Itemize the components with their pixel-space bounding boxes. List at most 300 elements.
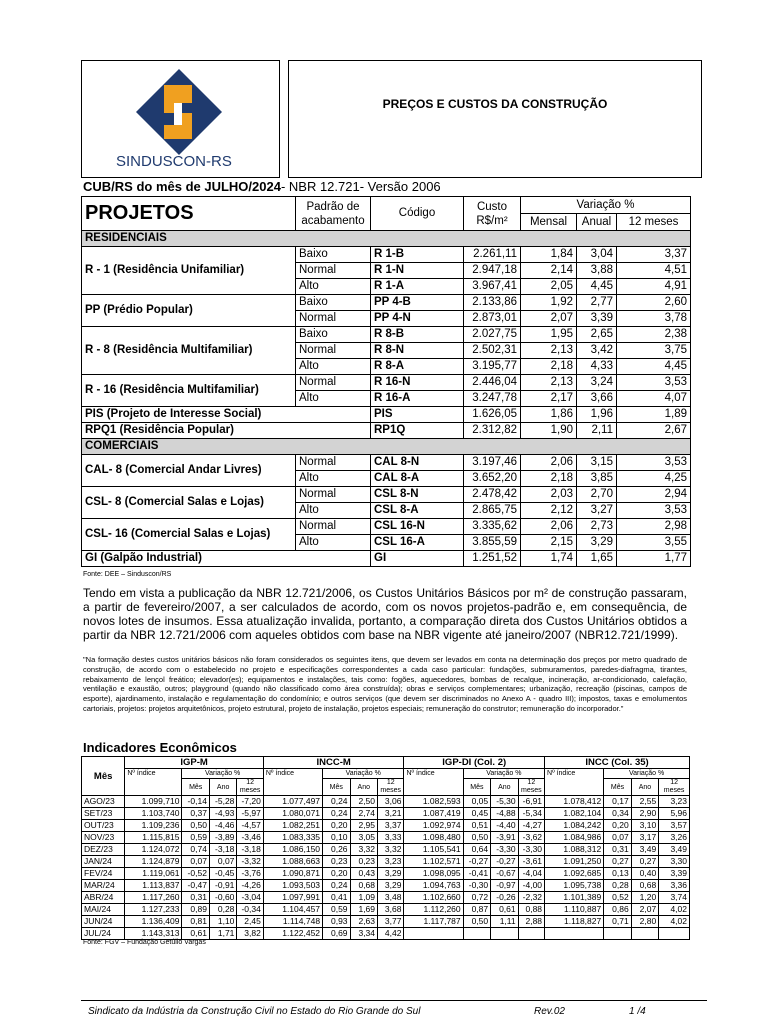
subtitle-month: CUB/RS do mês de JULHO/2024 [83, 179, 281, 194]
indicator-value: -3,18 [209, 844, 236, 856]
meses12-cell: 4,91 [617, 279, 691, 295]
mes-cell: FEV/24 [82, 868, 125, 880]
indicator-value [659, 928, 690, 940]
indicator-value: 1.117,787 [404, 916, 463, 928]
indicator-value: 0,23 [350, 856, 377, 868]
codigo-cell: R 8-A [371, 359, 464, 375]
indicator-value: 0,31 [182, 892, 209, 904]
indicator-value: 0,40 [631, 868, 658, 880]
indicator-row [82, 868, 690, 880]
mes-cell: MAR/24 [82, 880, 125, 892]
mes-cell: MAI/24 [82, 904, 125, 916]
intro-paragraph: Tendo em vista a publicação da NBR 12.721/2006, os Custos Unitários Básicos por m² de construção passaram, a partir de fevereiro/2007, a ser calculados de acordo, com os novos projetos-padrão e, em consequência, de novos lotes de insumos. Essa atualização invalida, portanto, a comparação direta dos Custos Unitários obtidos a partir da NBR 12.721/2006 com aqueles obtidos com base na NBR vigente até janeiro/2007 (NBR12.721/1999). [83, 586, 687, 642]
variacao-subheader: Variação % [604, 769, 690, 779]
indicator-value: 1.117,260 [125, 892, 182, 904]
section-row [82, 439, 691, 455]
indicator-value: 1.118,827 [545, 916, 604, 928]
padrao-cell: Baixo [296, 295, 371, 311]
indicator-value: 1.136,409 [125, 916, 182, 928]
indicator-value: 1,71 [209, 928, 236, 940]
padrao-cell: Normal [296, 375, 371, 391]
indicators-title: Indicadores Econômicos [83, 740, 237, 755]
indicator-value: 1,69 [350, 904, 377, 916]
custo-cell: 3.335,62 [464, 519, 521, 535]
indicator-value: 0,61 [491, 904, 518, 916]
anual-cell: 3,15 [577, 455, 617, 471]
meses12-cell: 3,53 [617, 503, 691, 519]
indicator-value: 0,45 [463, 808, 490, 820]
indicator-value: 0,37 [182, 808, 209, 820]
indicator-value: 0,50 [463, 916, 490, 928]
padrao-cell: Alto [296, 471, 371, 487]
indicator-value: 2,55 [631, 796, 658, 808]
anual-cell: 3,85 [577, 471, 617, 487]
codigo-cell: R 1-N [371, 263, 464, 279]
ano-subheader: Ano [350, 779, 377, 796]
indicator-value: 0,68 [350, 880, 377, 892]
codigo-cell: R 1-A [371, 279, 464, 295]
indicator-value [631, 928, 658, 940]
indicator-value: 1.086,150 [263, 844, 322, 856]
indicator-value: -3,18 [237, 844, 263, 856]
project-name: CSL- 8 (Comercial Salas e Lojas) [82, 487, 296, 519]
indice-header: Nº índice [263, 769, 322, 796]
indicator-value: 3,23 [659, 796, 690, 808]
indicator-value: 0,68 [631, 880, 658, 892]
indicator-value [545, 928, 604, 940]
anual-cell: 2,73 [577, 519, 617, 535]
padrao-cell: Alto [296, 503, 371, 519]
indicator-value: 0,81 [182, 916, 209, 928]
codigo-cell: PP 4-N [371, 311, 464, 327]
custo-cell: 3.247,78 [464, 391, 521, 407]
indicator-value: 3,33 [378, 832, 404, 844]
anual-cell: 4,33 [577, 359, 617, 375]
codigo-cell: CSL 8-N [371, 487, 464, 503]
indicator-value: 0,52 [604, 892, 631, 904]
indicator-value: 1.127,233 [125, 904, 182, 916]
indicator-value: 0,74 [182, 844, 209, 856]
indicator-value [518, 928, 544, 940]
indicator-value: -0,97 [491, 880, 518, 892]
indicator-row [82, 796, 690, 808]
meses12-cell: 4,25 [617, 471, 691, 487]
indicator-value: -4,27 [518, 820, 544, 832]
indicator-value: 0,17 [604, 796, 631, 808]
indicator-value: -3,91 [491, 832, 518, 844]
codigo-cell: CSL 16-N [371, 519, 464, 535]
indicator-value: 5,96 [659, 808, 690, 820]
custo-cell: 2.502,31 [464, 343, 521, 359]
indicator-value: -0,52 [182, 868, 209, 880]
custo-cell: 2.446,04 [464, 375, 521, 391]
indicator-value [491, 928, 518, 940]
meses12-header: 12 meses [617, 214, 691, 231]
indicator-value: -5,97 [237, 808, 263, 820]
mensal-cell: 2,13 [521, 343, 577, 359]
indicator-value: 0,61 [182, 928, 209, 940]
subtitle-norm: - NBR 12.721- Versão 2006 [280, 179, 441, 194]
indicator-value: -6,91 [518, 796, 544, 808]
indicator-value: -4,46 [209, 820, 236, 832]
codigo-cell: CAL 8-A [371, 471, 464, 487]
indicator-value: 0,05 [463, 796, 490, 808]
indicator-value: 3,48 [378, 892, 404, 904]
mensal-cell: 2,03 [521, 487, 577, 503]
meses12-cell: 1,77 [617, 551, 691, 567]
indicator-value: -0,27 [491, 856, 518, 868]
indicator-value: -2,32 [518, 892, 544, 904]
meses12-cell: 3,78 [617, 311, 691, 327]
indicator-value: 2,07 [631, 904, 658, 916]
indicator-value: -3,30 [491, 844, 518, 856]
indicator-value: 1.101,389 [545, 892, 604, 904]
meses12-cell: 2,94 [617, 487, 691, 503]
anual-header: Anual [577, 214, 617, 231]
indicator-value: 0,07 [604, 832, 631, 844]
table-row [82, 375, 691, 391]
custo-cell: 3.195,77 [464, 359, 521, 375]
indicator-value: 1.092,685 [545, 868, 604, 880]
project-name: R - 8 (Residência Multifamiliar) [82, 327, 296, 375]
indicator-value: 0,93 [323, 916, 350, 928]
indicator-value: 0,26 [323, 844, 350, 856]
indicator-value: 1,11 [491, 916, 518, 928]
meses12-cell: 3,55 [617, 535, 691, 551]
indicator-value: -4,93 [209, 808, 236, 820]
codigo-cell: R 1-B [371, 247, 464, 263]
padrao-cell: Normal [296, 343, 371, 359]
mensal-cell: 1,74 [521, 551, 577, 567]
ind-header-row [82, 757, 690, 769]
indicator-row [82, 844, 690, 856]
indicator-value: -3,46 [237, 832, 263, 844]
codigo-cell: R 8-B [371, 327, 464, 343]
indicator-value: -0,60 [209, 892, 236, 904]
custo-cell: 3.855,59 [464, 535, 521, 551]
indicator-value: 1,20 [631, 892, 658, 904]
indicator-value: 3,68 [378, 904, 404, 916]
project-name: R - 1 (Residência Unifamiliar) [82, 247, 296, 295]
indicator-value: -5,34 [518, 808, 544, 820]
indicator-value: -5,28 [209, 796, 236, 808]
indicator-value: 0,24 [323, 880, 350, 892]
mensal-cell: 1,84 [521, 247, 577, 263]
indicator-value: 1.099,710 [125, 796, 182, 808]
indice-header: Nº índice [404, 769, 463, 796]
indicator-value: 4,42 [378, 928, 404, 940]
custo-cell: 1.626,05 [464, 407, 521, 423]
indicator-value: 0,87 [463, 904, 490, 916]
anual-cell: 1,96 [577, 407, 617, 423]
indicator-value: 2,74 [350, 808, 377, 820]
section-label: RESIDENCIAIS [82, 231, 691, 247]
custo-cell: 2.478,42 [464, 487, 521, 503]
projetos-header: PROJETOS [82, 197, 296, 231]
custo-cell: 3.197,46 [464, 455, 521, 471]
padrao-header: Padrão de acabamento [296, 197, 371, 231]
indicator-value: 0,72 [463, 892, 490, 904]
table-row [82, 519, 691, 535]
custo-cell: 1.251,52 [464, 551, 521, 567]
indicator-value: 0,59 [182, 832, 209, 844]
table-row [82, 407, 691, 423]
exclusions-note: "Na formação destes custos unitários básicos não foram considerados os seguintes itens, que devem ser levados em conta na determinação dos preços por metro quadrado de construção, de acordo com o estabelecido no projeto e especificações correspondentes a cada caso particular: fundações, submuramentos, paredes-diafragma, tirantes, rebaixamento de lençol freático; elevador(es); equipamentos e instalações, tais como: fogões, aquecedores, bombas de recalque, incineração, ar-condicionado, calefação, ventilação e exaustão, outros; playground (quando não classificado como área construída); obras e serviços complementares; urbanização, recreação (piscinas, campos de esporte), ajardinamento, instalação e regulamentação do condomínio; e outros serviços (que devem ser discriminados no Anexo A - quadro III); impostos, taxas e emolumentos cartoriais, projetos: projetos arquitetônicos, projeto estrutural, projeto de instalação, projetos especiais; remuneração do construtor; remuneração do incorporador." [83, 655, 687, 713]
indicator-value: 0,41 [323, 892, 350, 904]
indicator-value: 3,21 [378, 808, 404, 820]
indicator-value: 3,32 [378, 844, 404, 856]
padrao-cell: Normal [296, 487, 371, 503]
mes-cell: AGO/23 [82, 796, 125, 808]
codigo-cell: PIS [371, 407, 464, 423]
sinduscon-logo-icon [134, 67, 224, 157]
indicator-value: 1.084,986 [545, 832, 604, 844]
project-name: GI (Galpão Industrial) [82, 551, 371, 567]
cub-source: Fonte: DEE – Sinduscon/RS [83, 571, 172, 578]
indicator-value: 4,02 [659, 916, 690, 928]
indicator-value: 1.112,260 [404, 904, 463, 916]
cub-body [82, 231, 691, 567]
indicator-value: 1.097,991 [263, 892, 322, 904]
custo-cell: 2.873,01 [464, 311, 521, 327]
mensal-header: Mensal [521, 214, 577, 231]
indicator-value: 3,06 [378, 796, 404, 808]
mes-header: Mês [82, 757, 125, 796]
indicator-value: 1.091,250 [545, 856, 604, 868]
indicator-value: -3,61 [518, 856, 544, 868]
mes-cell: ABR/24 [82, 892, 125, 904]
indicator-value: 1.090,871 [263, 868, 322, 880]
project-name: CAL- 8 (Comercial Andar Livres) [82, 455, 296, 487]
mensal-cell: 1,95 [521, 327, 577, 343]
indicator-value: 0,88 [518, 904, 544, 916]
indicators-table [81, 756, 690, 940]
anual-cell: 3,27 [577, 503, 617, 519]
variacao-subheader: Variação % [323, 769, 404, 779]
indicator-value: -4,88 [491, 808, 518, 820]
indicator-value: 1.084,242 [545, 820, 604, 832]
indicator-value: -0,45 [209, 868, 236, 880]
ind-subheader-row [82, 769, 690, 779]
meses12-cell: 2,67 [617, 423, 691, 439]
padrao-cell: Baixo [296, 247, 371, 263]
m12-subheader: 12 meses [659, 779, 690, 796]
indicator-value: -4,40 [491, 820, 518, 832]
table-row [82, 487, 691, 503]
logo-box [81, 60, 280, 178]
mensal-cell: 2,14 [521, 263, 577, 279]
custo-cell: 2.947,18 [464, 263, 521, 279]
project-name: R - 16 (Residência Multifamiliar) [82, 375, 296, 407]
indicator-value: 1.104,457 [263, 904, 322, 916]
indicator-value: 4,02 [659, 904, 690, 916]
codigo-cell: R 8-N [371, 343, 464, 359]
indicator-value: 3,32 [350, 844, 377, 856]
indicator-value: 1.082,251 [263, 820, 322, 832]
indicator-value: -0,91 [209, 880, 236, 892]
indicator-value: 0,28 [604, 880, 631, 892]
custo-cell: 3.652,20 [464, 471, 521, 487]
indicator-value [463, 928, 490, 940]
padrao-cell: Normal [296, 311, 371, 327]
indicator-value: 0,24 [323, 796, 350, 808]
indicator-row [82, 928, 690, 940]
codigo-header: Código [371, 197, 464, 231]
indicator-value: 1.083,335 [263, 832, 322, 844]
indicator-value: 0,07 [182, 856, 209, 868]
indicator-value: 0,69 [323, 928, 350, 940]
mes-cell: JAN/24 [82, 856, 125, 868]
ano-subheader: Ano [491, 779, 518, 796]
indicator-value: 1,09 [350, 892, 377, 904]
indicator-value: 3,23 [378, 856, 404, 868]
mensal-cell: 2,05 [521, 279, 577, 295]
indicator-value: 1.124,879 [125, 856, 182, 868]
mes-subheader: Mês [182, 779, 209, 796]
indicator-value: 0,13 [604, 868, 631, 880]
indicator-value: -0,30 [463, 880, 490, 892]
mes-cell: DEZ/23 [82, 844, 125, 856]
codigo-cell: GI [371, 551, 464, 567]
indicator-value: 3,74 [659, 892, 690, 904]
indicator-value: 0,07 [209, 856, 236, 868]
indicator-value: -0,41 [463, 868, 490, 880]
project-name: PIS (Projeto de Interesse Social) [82, 407, 371, 423]
indicator-value [404, 928, 463, 940]
mensal-cell: 2,13 [521, 375, 577, 391]
indicator-value: -7,20 [237, 796, 263, 808]
indicator-value: 1.088,663 [263, 856, 322, 868]
indicators-source: Fonte: FGV – Fundação Getúlio Vargas [83, 939, 206, 946]
indicator-value: 3,17 [631, 832, 658, 844]
meses12-cell: 4,51 [617, 263, 691, 279]
indicator-value: 2,90 [631, 808, 658, 820]
meses12-cell: 3,53 [617, 455, 691, 471]
table-row [82, 423, 691, 439]
indicator-value: -3,76 [237, 868, 263, 880]
indicator-value: 1.082,593 [404, 796, 463, 808]
footer-rev: Rev.02 [534, 1006, 565, 1017]
section-label: COMERCIAIS [82, 439, 691, 455]
variacao-subheader: Variação % [182, 769, 263, 779]
indicator-group-header: IGP-M [125, 757, 264, 769]
anual-cell: 3,42 [577, 343, 617, 359]
indicator-value: 3,82 [237, 928, 263, 940]
indicator-value: 1.078,412 [545, 796, 604, 808]
custo-cell: 2.312,82 [464, 423, 521, 439]
indicator-value: 1.143,313 [125, 928, 182, 940]
indicator-value: -0,34 [237, 904, 263, 916]
indicator-value: 1.093,503 [263, 880, 322, 892]
indicator-value: -3,89 [209, 832, 236, 844]
indicator-value: 1.122,452 [263, 928, 322, 940]
mensal-cell: 2,18 [521, 359, 577, 375]
indicator-value: 0,20 [323, 868, 350, 880]
anual-cell: 2,70 [577, 487, 617, 503]
indicator-value: -0,67 [491, 868, 518, 880]
indicator-group-header: IGP-DI (Col. 2) [404, 757, 545, 769]
custo-cell: 2.133,86 [464, 295, 521, 311]
project-name: RPQ1 (Residência Popular) [82, 423, 371, 439]
indicator-value: 1.080,071 [263, 808, 322, 820]
mensal-cell: 1,90 [521, 423, 577, 439]
indicator-value: 0,28 [209, 904, 236, 916]
footer-rule [81, 1000, 707, 1001]
indicator-value [604, 928, 631, 940]
indicator-value: -3,32 [237, 856, 263, 868]
indicator-value: 3,37 [378, 820, 404, 832]
padrao-cell: Normal [296, 263, 371, 279]
indicator-value: -0,14 [182, 796, 209, 808]
padrao-cell: Normal [296, 455, 371, 471]
anual-cell: 3,24 [577, 375, 617, 391]
anual-cell: 3,66 [577, 391, 617, 407]
indicator-value: 0,64 [463, 844, 490, 856]
table-row [82, 327, 691, 343]
indicator-value: 1.103,740 [125, 808, 182, 820]
page-title: PREÇOS E CUSTOS DA CONSTRUÇÃO [382, 97, 608, 111]
mensal-cell: 2,07 [521, 311, 577, 327]
indicator-value: 3,30 [659, 856, 690, 868]
indicator-value: 1.113,837 [125, 880, 182, 892]
meses12-cell: 2,60 [617, 295, 691, 311]
indicator-value: -5,30 [491, 796, 518, 808]
indicator-value: -0,27 [463, 856, 490, 868]
indicator-value: 1,10 [209, 916, 236, 928]
indicator-value: 0,71 [604, 916, 631, 928]
anual-cell: 2,65 [577, 327, 617, 343]
project-name: PP (Prédio Popular) [82, 295, 296, 327]
indicator-value: 0,86 [604, 904, 631, 916]
indicator-value: 0,89 [182, 904, 209, 916]
table-row [82, 551, 691, 567]
indicator-value: -3,04 [237, 892, 263, 904]
indicator-value: -4,04 [518, 868, 544, 880]
variacao-subheader: Variação % [463, 769, 544, 779]
indicator-value: 3,10 [631, 820, 658, 832]
indicator-group-header: INCC-M [263, 757, 404, 769]
project-name: CSL- 16 (Comercial Salas e Lojas) [82, 519, 296, 551]
anual-cell: 3,39 [577, 311, 617, 327]
indicator-value: -3,62 [518, 832, 544, 844]
codigo-cell: CAL 8-N [371, 455, 464, 471]
meses12-cell: 4,45 [617, 359, 691, 375]
mensal-cell: 2,18 [521, 471, 577, 487]
mensal-cell: 2,15 [521, 535, 577, 551]
indicator-value: 1.082,104 [545, 808, 604, 820]
variacao-header: Variação % [521, 197, 691, 214]
ano-subheader: Ano [631, 779, 658, 796]
indicator-row [82, 916, 690, 928]
indicator-value: 1.102,571 [404, 856, 463, 868]
mensal-cell: 2,06 [521, 519, 577, 535]
indicator-value: 3,34 [350, 928, 377, 940]
anual-cell: 2,11 [577, 423, 617, 439]
indice-header: Nº índice [545, 769, 604, 796]
indicator-value: 1.077,497 [263, 796, 322, 808]
indicator-value: 0,20 [323, 820, 350, 832]
mes-cell: OUT/23 [82, 820, 125, 832]
indicator-value: 0,50 [463, 832, 490, 844]
indicator-value: 1.102,660 [404, 892, 463, 904]
codigo-cell: CSL 16-A [371, 535, 464, 551]
mensal-cell: 2,06 [521, 455, 577, 471]
custo-cell: 3.967,41 [464, 279, 521, 295]
custo-header: Custo R$/m² [464, 197, 521, 231]
indicator-row [82, 832, 690, 844]
indicator-row [82, 808, 690, 820]
cub-table [81, 196, 691, 567]
